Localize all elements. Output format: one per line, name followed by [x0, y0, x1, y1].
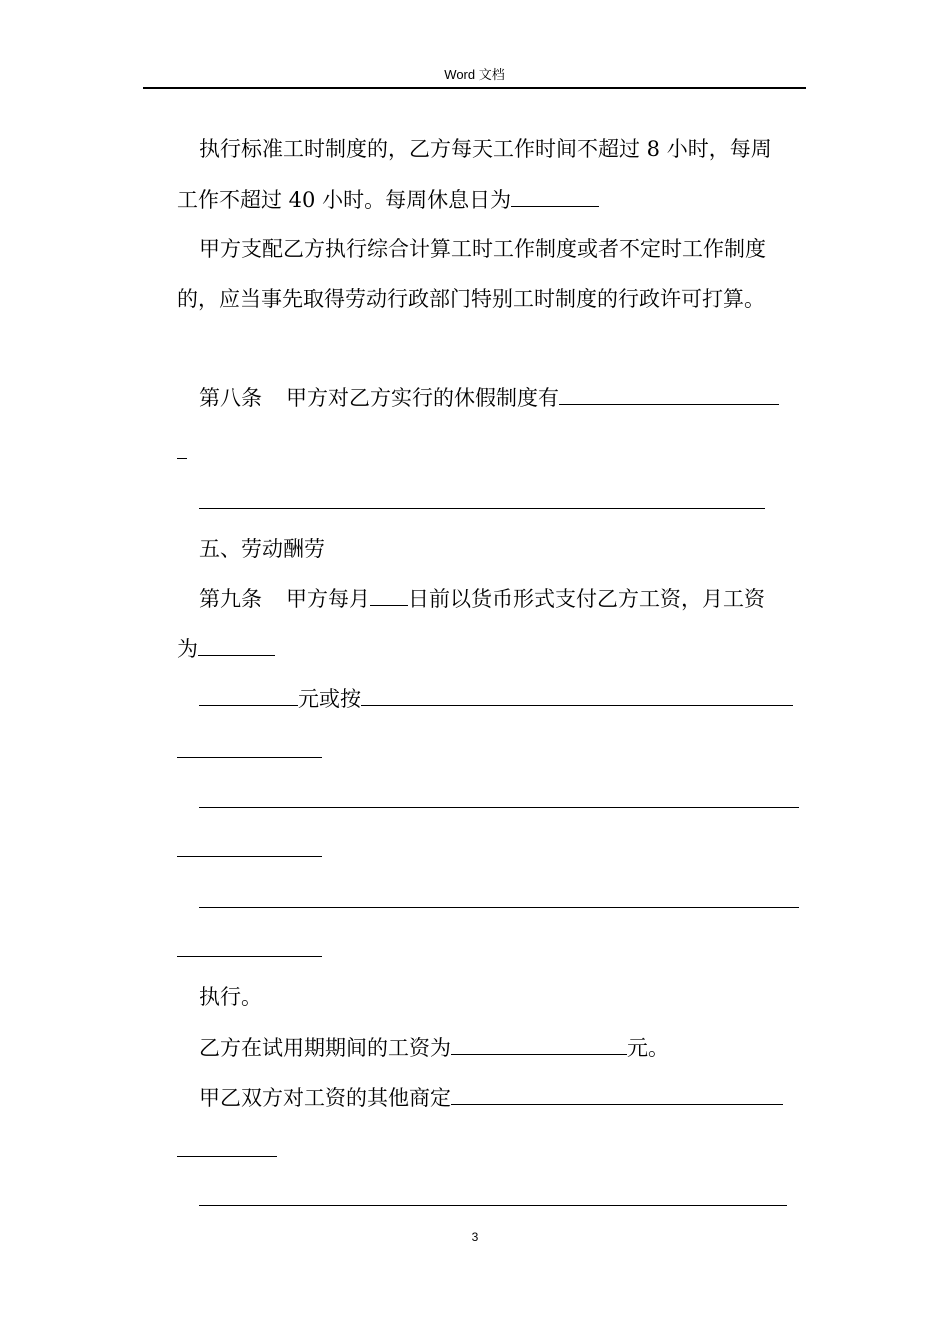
- text: 元或按: [298, 687, 361, 711]
- paragraph-line: [177, 683, 823, 714]
- text: 甲乙双方对工资的其他商定: [199, 1086, 451, 1110]
- header-rule: [143, 87, 806, 89]
- fill-blank-line[interactable]: [177, 1156, 277, 1157]
- fill-blank-wage-method[interactable]: [361, 683, 793, 706]
- fill-blank-line[interactable]: [177, 856, 322, 857]
- fill-blank-line[interactable]: [199, 508, 765, 509]
- text: 元。: [627, 1036, 669, 1060]
- page-header: Word 文档: [444, 67, 505, 82]
- fill-blank-pay-day[interactable]: [370, 583, 408, 606]
- text: 甲方支配乙方执行综合计算工时工作制度或者不定时工作制度: [199, 237, 766, 261]
- fill-blank-line[interactable]: [199, 807, 799, 808]
- text: 甲方对乙方实行的休假制度有: [286, 386, 559, 410]
- text: 日前以货币形式支付乙方工资，月工资: [408, 587, 765, 611]
- fill-blank-leave-policy[interactable]: [559, 382, 779, 405]
- fill-blank-continuation[interactable]: [177, 458, 187, 459]
- section-title: [177, 534, 823, 564]
- fill-blank-line[interactable]: [199, 1205, 787, 1206]
- fill-blank-line[interactable]: [199, 907, 799, 908]
- paragraph-line: [177, 134, 823, 164]
- text: 工作不超过 40 小时。每周休息日为: [177, 188, 512, 212]
- article-label: 第九条: [199, 587, 262, 611]
- fill-blank-monthly-wage[interactable]: [198, 633, 275, 656]
- paragraph-line: [177, 284, 801, 314]
- page-number: 3: [471, 1230, 479, 1244]
- fill-blank-line[interactable]: [177, 956, 322, 957]
- paragraph-line: [177, 633, 801, 664]
- paragraph-line: [177, 982, 823, 1012]
- section-5-title: 五、劳动酬劳: [199, 537, 325, 561]
- text: 执行标准工时制度的，乙方每天工作时间不超过 8 小时，每周: [199, 137, 772, 161]
- paragraph-line: [177, 234, 823, 264]
- article-8: [177, 382, 823, 413]
- paragraph-line: [177, 184, 801, 215]
- fill-blank-trial-wage[interactable]: [451, 1032, 627, 1055]
- text: 甲方每月: [286, 587, 370, 611]
- text: 的，应当事先取得劳动行政部门特别工时制度的行政许可打算。: [177, 287, 765, 311]
- fill-blank-line[interactable]: [177, 757, 322, 758]
- article-9: [177, 583, 823, 614]
- paragraph-line: [177, 1032, 823, 1063]
- fill-blank-other-wage[interactable]: [451, 1082, 783, 1105]
- fill-blank-amount[interactable]: [199, 683, 298, 706]
- text: 为: [177, 637, 198, 661]
- article-label: 第八条: [199, 386, 262, 410]
- fill-blank-rest-day[interactable]: [511, 184, 599, 207]
- text: 乙方在试用期期间的工资为: [199, 1036, 451, 1060]
- text: 执行。: [199, 985, 262, 1009]
- paragraph-line: [177, 1082, 823, 1113]
